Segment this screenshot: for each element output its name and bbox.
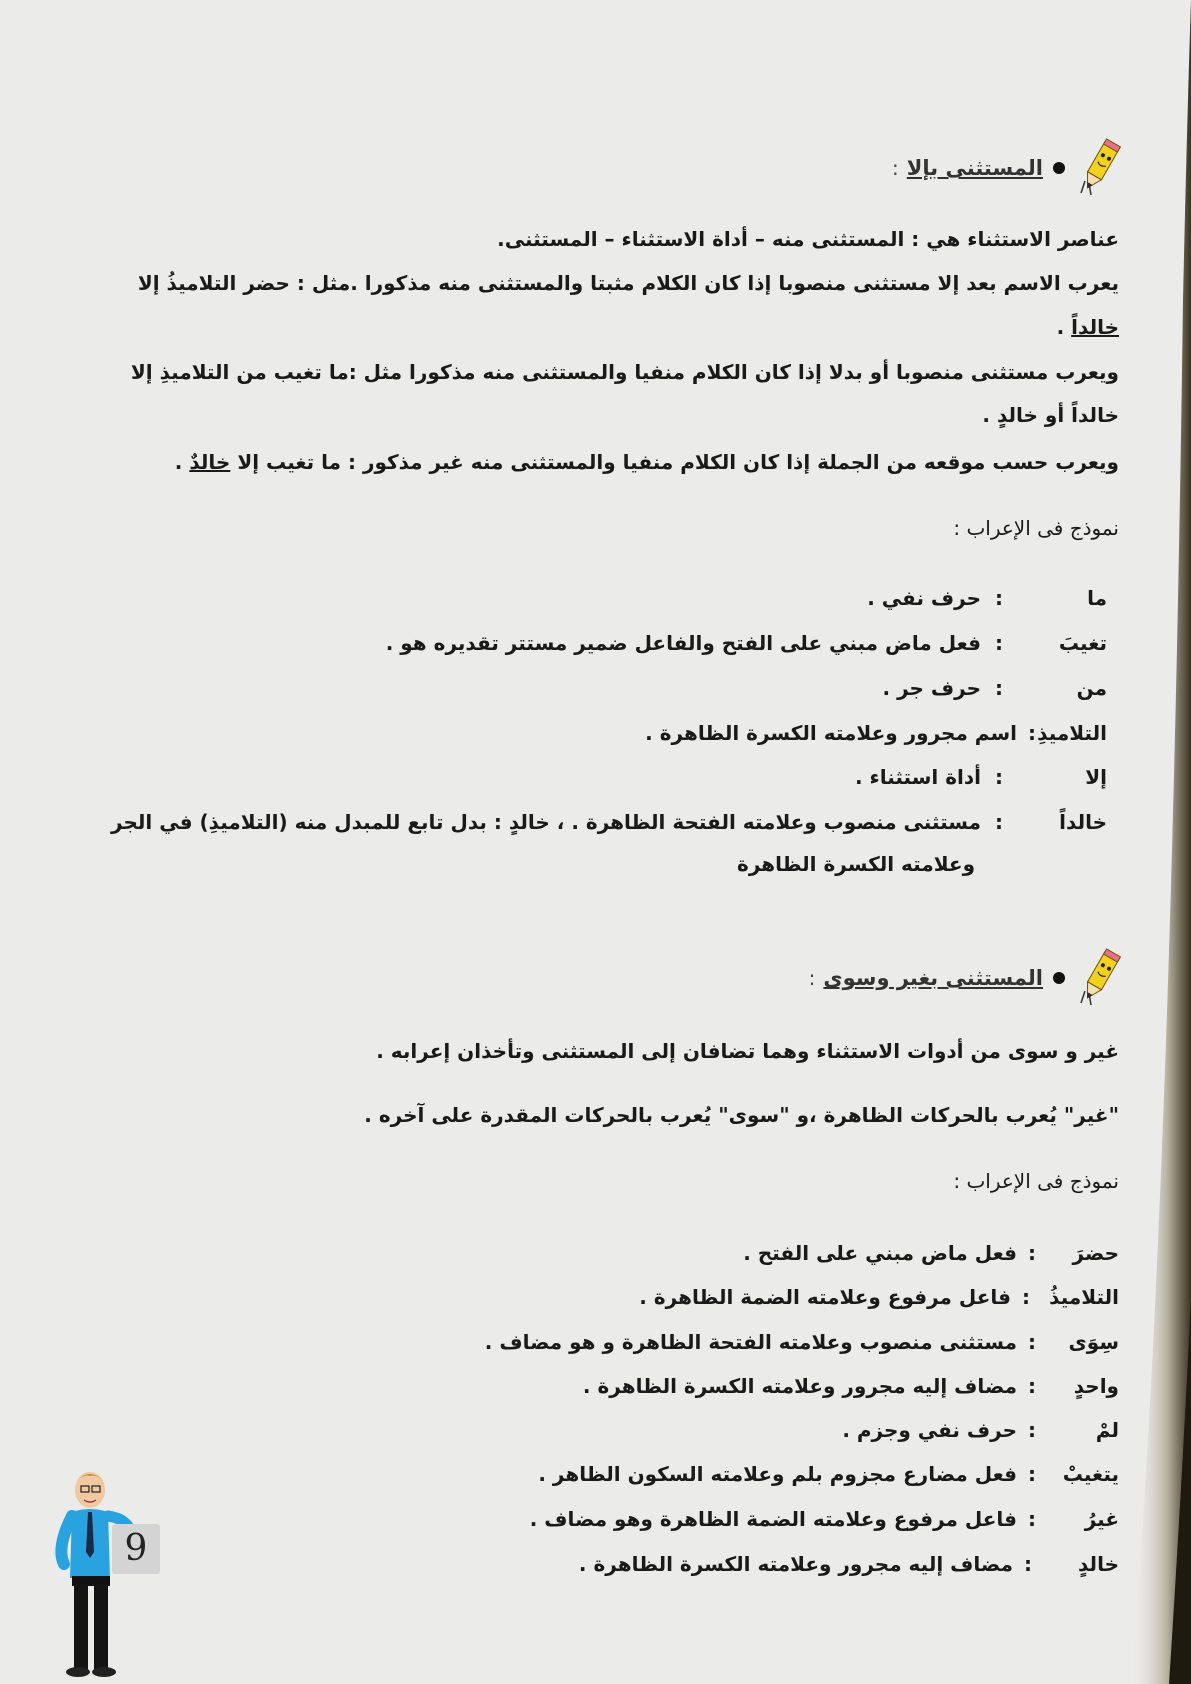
rule3-line [175, 447, 1119, 477]
parse-colon: : [1028, 721, 1036, 745]
parse-colon: : [995, 810, 1003, 834]
parse-term: لمْ [1095, 1418, 1119, 1442]
punct: . [174, 450, 190, 474]
parse-term: يتغيبْ [1062, 1462, 1119, 1486]
parse-def: حرف نفي وجزم . [842, 1418, 1017, 1442]
parse-term: سِوَى [1068, 1330, 1119, 1354]
pencil-mascot-icon [1075, 137, 1123, 199]
parse-def: اسم مجرور وعلامته الكسرة الظاهرة . [645, 721, 1017, 745]
rule2-line: ويعرب مستثنى منصوبا أو بدلا إذا كان الكلام منفيا والمستثنى منه مذكورا مثل :ما تغيب من التلاميذِ إلا [130, 360, 1119, 384]
bullet-icon [1053, 162, 1065, 174]
section1-title: المستثنى بإلا [906, 156, 1043, 180]
parse-term: خالدٍ [1078, 1552, 1119, 1576]
example-word: خالداً [1071, 315, 1119, 339]
model-title: نموذج فى الإعراب : [953, 516, 1119, 540]
parse-colon: : [995, 586, 1003, 610]
parse-def: فعل ماض مبني على الفتح والفاعل ضمير مستتر تقديره هو . [385, 631, 981, 655]
parse-term: واحدٍ [1073, 1374, 1119, 1398]
elements-line: عناصر الاستثناء هي : المستثنى منه – أداة الاستثناء – المستثنى. [497, 227, 1119, 251]
parse-colon: : [1022, 1285, 1030, 1309]
section2-title: المستثنى بغير وسوى [823, 966, 1043, 990]
parse-term: من [1076, 676, 1107, 700]
parse-term: إلا [1085, 765, 1107, 789]
parse-colon: : [1028, 1241, 1036, 1265]
parse-def-continuation: وعلامته الكسرة الظاهرة [737, 852, 975, 876]
parse-colon: : [1028, 1330, 1036, 1354]
example-word: خالدٌ [189, 450, 231, 474]
parse-term: التلاميذُ [1049, 1285, 1119, 1309]
parse-colon: : [1028, 1418, 1036, 1442]
rule1-continuation [1057, 312, 1119, 342]
parse-term: التلاميذِ [1037, 721, 1107, 745]
rule3-text: ويعرب حسب موقعه من الجملة إذا كان الكلام منفيا والمستثنى منه غير مذكور : ما تغيب إلا [230, 450, 1119, 474]
pencil-mascot-icon [1075, 947, 1123, 1009]
rule1-line: يعرب الاسم بعد إلا مستثنى منصوبا إذا كان الكلام مثبتا والمستثنى منه مذكورا .مثل : حضر التلاميذُ إلا [137, 271, 1119, 295]
section2-note: "غير" يُعرب بالحركات الظاهرة ،و "سوى" يُعرب بالحركات المقدرة على آخره . [364, 1103, 1119, 1127]
parse-colon: : [1024, 1552, 1032, 1576]
parse-term: خالداً [1059, 810, 1107, 834]
heading-colon: : [808, 966, 816, 990]
parse-colon: : [995, 765, 1003, 789]
parse-term: غيرُ [1084, 1507, 1119, 1531]
parse-def: فاعل مرفوع وعلامته الضمة الظاهرة . [639, 1285, 1011, 1309]
parse-colon: : [1028, 1462, 1036, 1486]
section1-heading [892, 148, 1123, 188]
heading-colon: : [892, 156, 899, 180]
parse-def: فعل ماض مبني على الفتح . [743, 1241, 1017, 1265]
page-number: 9 [112, 1524, 160, 1574]
parse-term: تغيبَ [1058, 631, 1107, 655]
parse-colon: : [995, 631, 1003, 655]
section2-intro: غير و سوى من أدوات الاستثناء وهما تضافان إلى المستثنى وتأخذان إعرابه . [376, 1039, 1119, 1063]
parse-def: حرف جر . [882, 676, 981, 700]
parse-term: حضرَ [1072, 1241, 1119, 1265]
parse-def: فعل مضارع مجزوم بلم وعلامته السكون الظاهر . [538, 1462, 1017, 1486]
rule2-continuation: خالداً أو خالدٍ . [982, 403, 1119, 427]
parse-def: مستثنى منصوب وعلامته الفتحة الظاهرة و هو مضاف . [484, 1330, 1017, 1354]
parse-colon: : [995, 676, 1003, 700]
parse-def: أداة استثناء . [854, 765, 981, 789]
bullet-icon [1053, 972, 1065, 984]
model-title: نموذج فى الإعراب : [953, 1169, 1119, 1193]
parse-def: مضاف إليه مجرور وعلامته الكسرة الظاهرة . [582, 1374, 1017, 1398]
punct: . [1056, 315, 1072, 339]
parse-colon: : [1028, 1507, 1036, 1531]
parse-def: مستثنى منصوب وعلامته الفتحة الظاهرة . ، خالدٍ : بدل تابع للمبدل منه (التلاميذِ) في الجر [111, 810, 981, 834]
parse-colon: : [1028, 1374, 1036, 1398]
parse-def: مضاف إليه مجرور وعلامته الكسرة الظاهرة . [578, 1552, 1013, 1576]
section2-heading [809, 958, 1123, 998]
parse-def: حرف نفي . [867, 586, 981, 610]
parse-def: فاعل مرفوع وعلامته الضمة الظاهرة وهو مضاف . [529, 1507, 1017, 1531]
parse-term: ما [1087, 586, 1107, 610]
